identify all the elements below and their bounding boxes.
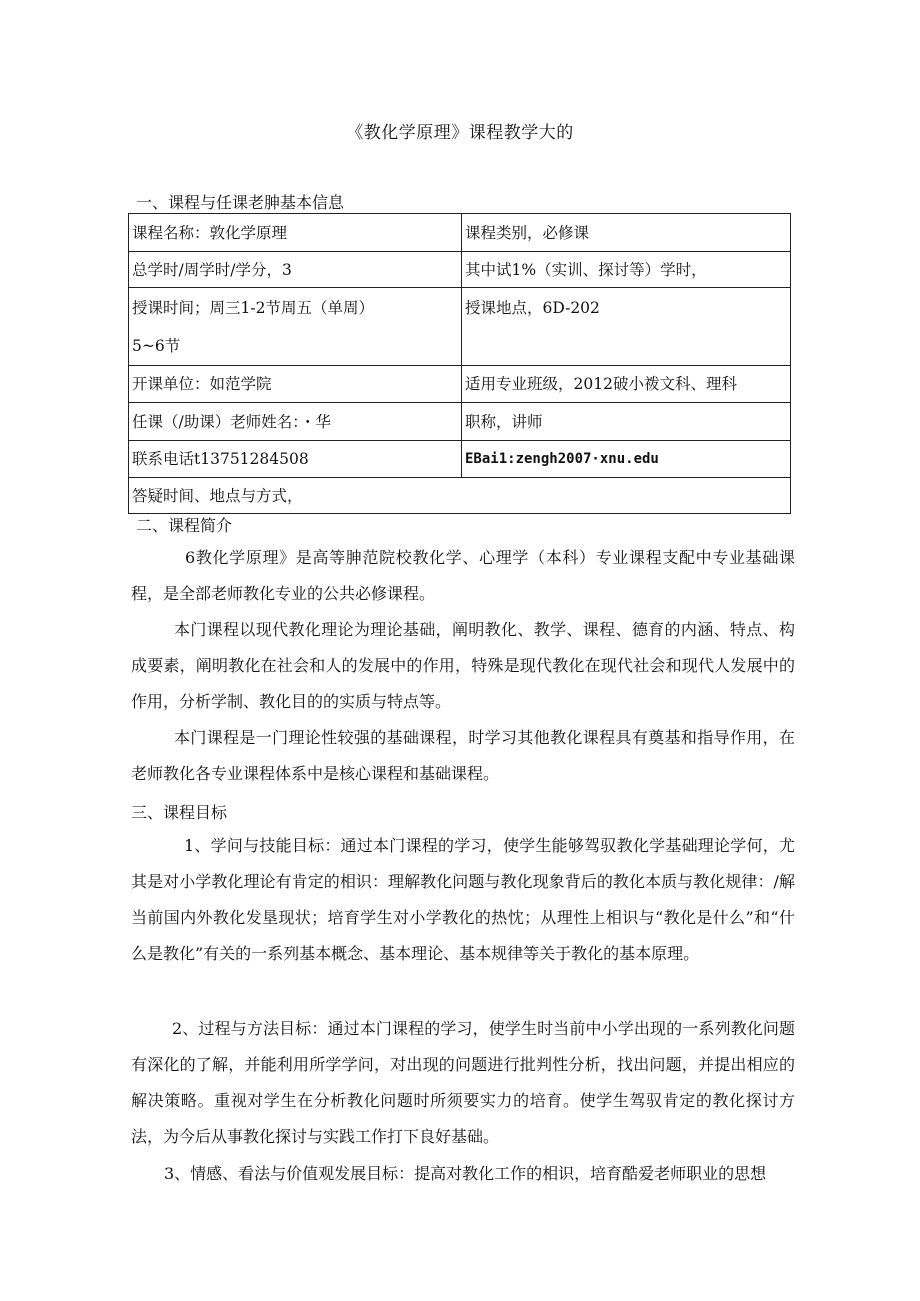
table-row [129, 441, 791, 478]
intro-paragraph-3: 本门课程是一门理论性较强的基础课程，时学习其他教化课程具有奠基和指导作用，在老师教化各专业课程体系中是核心课程和基础课程。 [131, 728, 795, 783]
section-heading-intro: 二、课程简介 [136, 516, 233, 535]
table-row [129, 366, 791, 403]
email-cell: EBai1:zengh2007·xnu.edu [462, 441, 791, 478]
objective-process-methods: 2、过程与方法目标：通过本门课程的学习，使学生时当前中小学出现的一系列教化问题有深化的了解，并能利用所学学问，对出现的问题进行批判性分析，找出问题，并提出相应的解决策略。重视对学生在分析教化问题时所须要实力的培育。使学生驾驭肯定的教化探讨方法，为今后从事教化探讨与实践工作打下良好基础。 [131, 1019, 795, 1146]
teaching-location-cell: 授课地点，6D-202 [462, 288, 791, 366]
table-row [129, 403, 791, 441]
practice-hours-cell: 其中试1%（实训、探讨等）学时， [462, 252, 791, 288]
teaching-time-cell [129, 288, 462, 366]
document-title: 《教化学原理》课程教学大的 [346, 123, 574, 143]
office-hours-cell: 答疑时间、地点与方式， [129, 478, 791, 514]
course-name-cell: 课程名称：敦化学原理 [129, 214, 462, 252]
table-row [129, 252, 791, 288]
phone-cell: 联系电话t13751284508 [129, 441, 462, 478]
course-type-cell: 课程类别，必修课 [462, 214, 791, 252]
objective-knowledge-skills: 1、学问与技能目标：通过本门课程的学习，使学生能够驾驭教化学基础理论学何，尤其是对小学教化理论有肯定的相识：理解教化问题与教化现象背后的教化本质与教化规律：/解当前国内外教化发垦现状；培育学生对小学教化的热忱；从理性上相识与“教化是什么”和“什么是教化”有关的一系列基本概念、基本理论、基本规律等关于教化的基本原理。 [131, 836, 795, 963]
applicable-class-cell: 适用专业班级，2012破小袯文科、理科 [462, 366, 791, 403]
credit-hours-cell: 总学时/周学时/学分，3 [129, 252, 462, 288]
intro-paragraph-2: 本门课程以现代教化理论为理论基础，阐明教化、教学、课程、德育的内涵、特点、构成要素，阐明教化在社会和人的发展中的作用，特殊是现代教化在现代社会和现代人发展中的作用，分析学制、教化目的的实质与特点等。 [131, 620, 795, 711]
objective-attitudes-values: 3、情感、看法与价值观发展目标：提高对教化工作的相识，培育酷爱老师职业的思想 [164, 1164, 767, 1183]
teaching-time-line1: 授课时间；周三1-2节周五（单周） [132, 299, 374, 317]
section-heading-basic-info: 一、课程与任课老胂基本信息 [136, 193, 345, 212]
intro-paragraph-1: 6教化学原理》是高等胂范院校教化学、心理学（本科）专业课程支配中专业基础课程，是全部老师教化专业的公共必修课程。 [131, 548, 795, 603]
teacher-title-cell: 职称，讲师 [462, 403, 791, 441]
table-row [129, 288, 791, 366]
section-heading-objectives: 三、课程目标 [131, 803, 228, 822]
teacher-name-cell: 任课（/助课）老师姓名：・华 [129, 403, 462, 441]
course-info-table [128, 213, 791, 514]
department-cell: 开课单位：如范学院 [129, 366, 462, 403]
teaching-time-line2: 5~6节 [132, 337, 181, 355]
table-row [129, 478, 791, 514]
table-row [129, 214, 791, 252]
